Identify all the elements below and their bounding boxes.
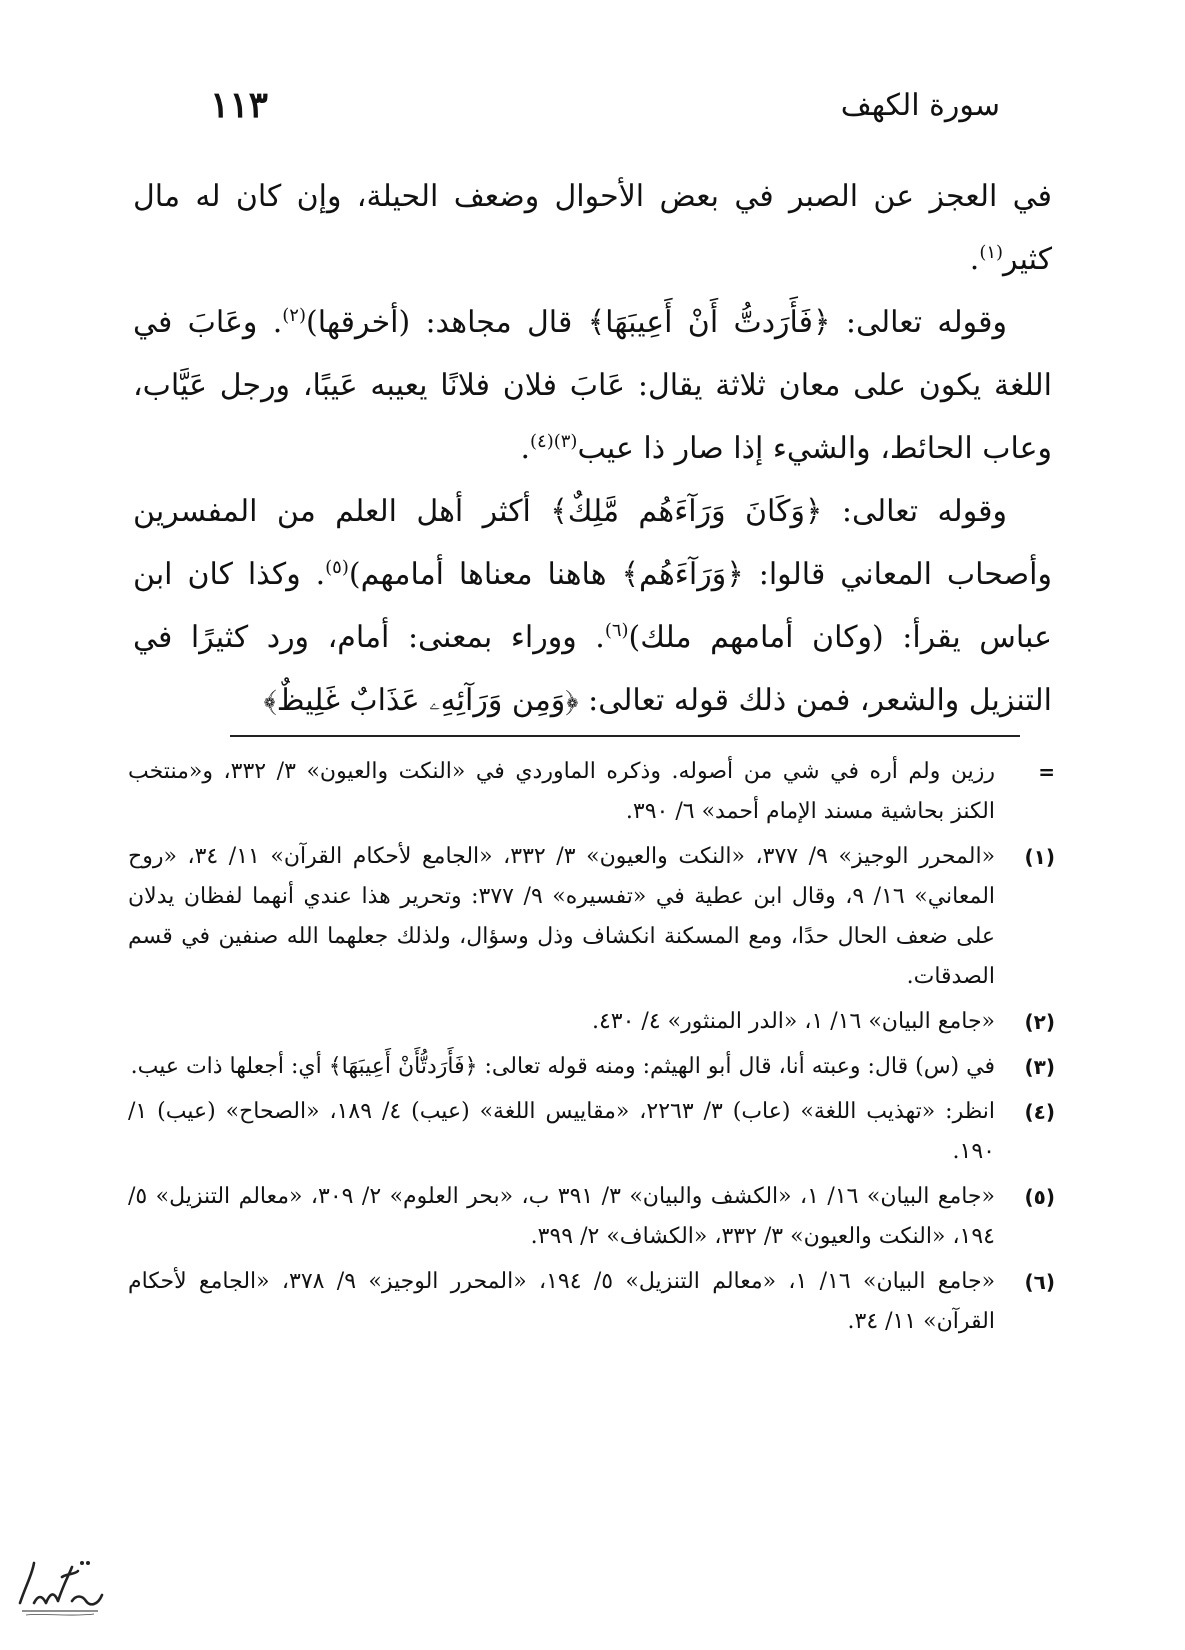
paragraph-text: وقوله تعالى: <box>830 305 1007 340</box>
main-text <box>133 165 1052 732</box>
paragraph-3 <box>133 480 1052 732</box>
footnote-number: (٢) <box>1024 1010 1055 1034</box>
footnote-number: (٦) <box>1024 1270 1055 1294</box>
publisher-logo <box>12 1555 107 1620</box>
paragraph-text: وقوله تعالى: <box>822 494 1008 529</box>
footnote-number: (١) <box>1024 845 1055 869</box>
footnote-item <box>128 1262 1055 1342</box>
footnote-text: «جامع البيان» ١٦/ ١، «الكشف والبيان» ٣/ ٣٩١ ب، «بحر العلوم» ٢/ ٣٠٩، «معالم التنزيل» ٥/ ١٩٤، «النكت والعيون» ٣/ ٣٣٢، «الكشاف» ٢/ ٣٩٩. <box>128 1184 995 1249</box>
surah-title: سورة الكهف <box>840 88 1000 123</box>
footnote-item <box>128 1002 1055 1042</box>
footnote-item <box>128 837 1055 997</box>
page-number: ١١٣ <box>210 84 269 126</box>
paragraph-1: في العجز عن الصبر في بعض الأحوال وضعف الحيلة، وإن كان له مال كثير$^{(١)}$. <box>133 179 1052 277</box>
footnote-text: «المحرر الوجيز» ٩/ ٣٧٧، «النكت والعيون» ٣/ ٣٣٢، «الجامع لأحكام القرآن» ١١/ ٣٤، «روح المعاني» ١٦/ ٩، وقال ابن عطية في «تفسيره» ٩/ ٣٧٧: وتحرير هذا عندي أنهما لفظان يدلان على ضعف الحال حدًا، ومع المسكنة انكشاف وذل وسؤال، ولذلك جعلهما الله صنفين في قسم الصدقات. <box>128 844 996 989</box>
paragraph-text: هاهنا معناها أمامهم) <box>348 557 622 592</box>
paragraph-text: في العجز عن الصبر في بعض الأحوال وضعف الحيلة، وإن كان له مال كثير <box>133 179 1052 277</box>
footnote-text: انظر: «تهذيب اللغة» (عاب) ٣/ ٢٢٦٣، «مقاييس اللغة» (عيب) ٤/ ١٨٩، «الصحاح» (عيب) ١/ ١٩٠. <box>128 1099 996 1164</box>
footnote-item <box>128 752 1055 832</box>
footnote-text: رزين ولم أره في شي من أصوله. وذكره الماوردي في «النكت والعيون» ٣/ ٣٣٢، و«منتخب الكنز بحاشية مسند الإمام أحمد» ٦/ ٣٩٠. <box>128 759 996 824</box>
footnote-number: (٥) <box>1024 1185 1055 1209</box>
footnote-item <box>128 1092 1055 1172</box>
paragraph-text: . وعَابَ في اللغة يكون على معان ثلاثة يقال: عَابَ فلان فلانًا يعيبه عَيبًا، ورجل عَيَّاب، وعاب الحائط، والشيء إذا صار ذا عيب <box>133 305 1052 466</box>
footnote-text: «جامع البيان» ١٦/ ١، «معالم التنزيل» ٥/ ١٩٤، «المحرر الوجيز» ٩/ ٣٧٨، «الجامع لأحكام القرآن» ١١/ ٣٤. <box>128 1269 996 1334</box>
footnote-ref: (٢) <box>282 305 306 326</box>
footnote-ref: (٦) <box>604 620 629 641</box>
footnote-separator <box>230 735 1020 737</box>
footnote-text: في (س) قال: وعبته أنا، قال أبو الهيثم: ومنه قوله تعالى: ﴿فَأَرَدتُّأَنْ أَعِيبَهَا﴾ أي: أجعلها ذات عيب. <box>130 1054 995 1079</box>
footnote-number: (٣) <box>1024 1055 1055 1079</box>
quran-verse: ﴿وَكَانَ وَرَآءَهُم مَّلِكٌ﴾ <box>550 494 823 529</box>
footnote-ref: (١) <box>979 242 1004 263</box>
footnote-ref: (٣)(٤) <box>529 431 578 452</box>
footnote-ref: (٥) <box>325 557 349 578</box>
footnote-number: = <box>1038 760 1055 784</box>
paragraph-text: قال مجاهد: (أخرقها) <box>306 305 588 340</box>
paragraph-text: . ووراء بمعنى: أمام، ورد كثيرًا في التنزيل والشعر، فمن ذلك قوله تعالى: <box>133 620 1052 718</box>
calligraphy-logo-icon <box>12 1555 107 1620</box>
footnote-item <box>128 1047 1055 1087</box>
footnote-item <box>128 1177 1055 1257</box>
footnote-text: «جامع البيان» ١٦/ ١، «الدر المنثور» ٤/ ٤٣٠. <box>591 1009 995 1034</box>
footnote-number: (٤) <box>1024 1100 1055 1124</box>
footnotes <box>128 752 1055 1347</box>
running-header <box>180 84 1000 138</box>
quran-verse: ﴿وَرَآءَهُم﴾ <box>621 557 744 592</box>
quran-verse: ﴿فَأَرَدتُّ أَنْ أَعِيبَهَا﴾ <box>587 305 831 340</box>
paragraph-text: أكثر أهل العلم من المفسرين وأصحاب المعاني قالوا: <box>133 494 1052 592</box>
quran-verse: ﴿وَمِن وَرَآئِهِۦ عَذَابٌ غَلِيظٌ﴾ <box>263 683 579 718</box>
paragraph-text: . وكذا كان ابن عباس يقرأ: (وكان أمامهم ملك) <box>133 557 1053 655</box>
paragraph-2: وقوله تعالى: ﴿فَأَرَدتُّ أَنْ أَعِيبَهَا﴾ قال مجاهد: (أخرقها)$^{(٢)}$. وعَابَ في اللغة يكون على معان ثلاثة يقال: عَابَ فلان فلانًا يعيبه عَيبًا، ورجل عَيَّاب، وعاب الحائط، والشيء إذا صار ذا عيب$^{(٣)(٤)}$. <box>133 305 1052 466</box>
